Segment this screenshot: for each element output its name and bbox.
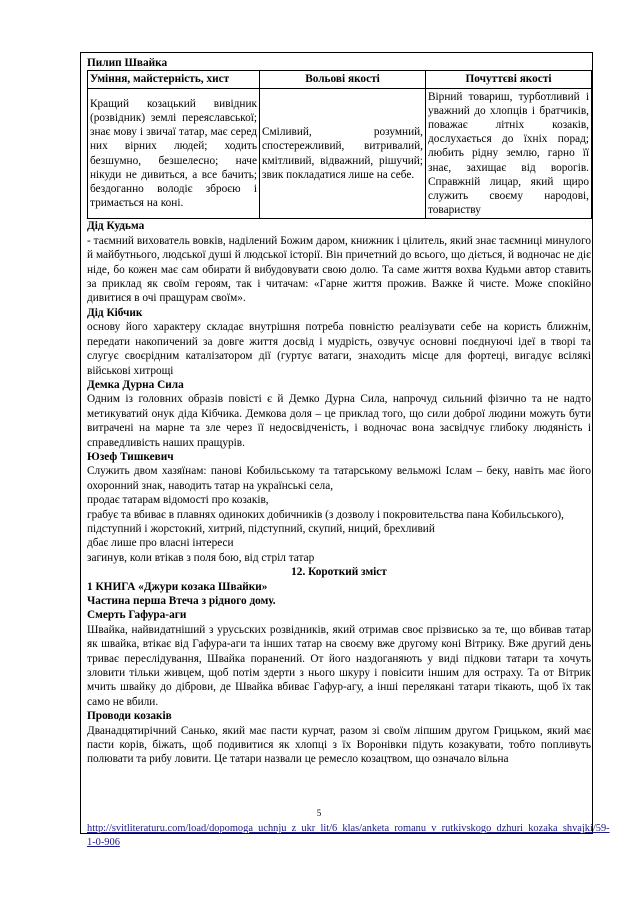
paragraph: Дванадцятирічний Санько, який має пасти курчат, разом зі своїм ліпшим другом Грицьком, який має пасти корів, біжать, щоб подивитися як хлопці з їх Воронівки підуть козакувати, тобто попливуть полювати та рибу ловити. Це татари назвали це ремесло козацтвом, що означало вільна — [87, 724, 591, 766]
paragraph: грабує та вбиває в плавнях одиноких добичників (з дозволу і покровительства пана Кобильського), — [87, 508, 564, 521]
page-content — [87, 56, 591, 767]
page-number: 5 — [316, 808, 322, 818]
cell-feelings: Вірний товариш, турботливий і уважний до хлопців і братчиків, поважає літніх козаків, дослухається до їхніх порад; любить рідну землю, гарно її знає, захищає від ворогів. Справжній лицар, який щиро служить своєму народові, товариству — [426, 88, 592, 219]
paragraph: підступний і жорстокий, хитрий, підступний, скупий, ниций, брехливий — [87, 522, 435, 535]
paragraph: Служить двом хазяїнам: панові Кобильському та татарському вельможі Іслам – беку, навіть має його охоронний знак, наводить татар на українські села, — [87, 465, 591, 492]
section-title: 12. Короткий зміст — [291, 566, 387, 579]
section-heading: Юзеф Тишкевич — [87, 450, 174, 463]
paragraph: продає татарам відомості про козаків, — [87, 494, 269, 507]
qualities-table — [87, 70, 592, 219]
paragraph: основу його характеру складає внутрішня потреба повністю реалізувати себе на користь ближнім, передати накопичений за довге життя досвід і мудрість, озвучує основні поєднуючі ідеї в творі та слугує своєрідним каталізатором дії (гуртує ватаги, знаходить місце для фортеці, вигадує всілякі військові хитрощі — [87, 321, 591, 377]
paragraph: дбає лише про власні інтереси — [87, 537, 234, 550]
paragraph: - таємний вихователь вовків, наділений Божим даром, книжник і цілитель, який знає таємниці минулого й майбутнього, людської душі й людської історії. Він причетний до всього, що діється, й водночас не діє ніде, бо кожен має сам обирати й вибудовувати свою долю. Та саме життя вохва Кудьми автор ставить за приклад як своїм героям, так і читачам: «Гарне життя прожив. Важке й чисте. Може спокійно дивитися в очі пращурам своїм». — [87, 234, 591, 305]
source-link[interactable]: http://svitliteraturu.com/load/dopomoga_uchnju_z_ukr_lit/6_klas/anketa_romanu_v_rutkivskogo_dzhuri_kozaka_shvajki/59-1-0-906 — [87, 823, 610, 848]
section-heading: Частина перша Втеча з рідного дому. — [87, 595, 276, 607]
section-heading: Дід Кібчик — [87, 306, 143, 319]
cell-will: Сміливий, розумний, спостережливий, витривалий, кмітливий, відважний, рішучий; звик покладатися лише на себе. — [260, 88, 426, 219]
header-skills: Уміння, майстерність, хист — [88, 71, 260, 88]
section-heading: 1 КНИГА «Джури козака Швайки» — [87, 580, 268, 593]
section-heading: Смерть Гафура-аги — [87, 609, 187, 622]
header-feelings: Почуттєві якості — [426, 71, 592, 88]
header-will: Вольові якості — [260, 71, 426, 88]
section-heading: Дід Кудьма — [87, 220, 145, 233]
section-heading: Демка Дурна Сила — [87, 378, 184, 391]
section-heading: Проводи козаків — [87, 710, 172, 723]
character-name: Пилип Швайка — [87, 57, 168, 69]
cell-skills: Кращий козацький вивідник (розвідник) землі переяславської; знає мову і звичаї татар, має серед них вірних людей; ходить безшумно, безшелесно; наче нікуди не дивиться, а все бачить; бездоганно володіє зброєю і тримається на коні. — [88, 88, 260, 219]
text-body — [87, 219, 591, 766]
paragraph: Швайка, найвидатніший з урусьских розвідників, який отримав своє прізвисько за те, що вбивав татар як швайка, втікає від Гафура-аги та інших татар на своєму вже другому коні Вітрику. Вже другий день триває переслідування, Швайка поранений. От його наздоганяють у виді підкови татари та хочуть зловити тільки живцем, щоб потім здерти з нього шкуру і повісити іншим для остраху. Та от Вітрик мчить швайку до діброви, де Швайка вбиває Гафур-агу, а інші перелякані татари тікають, щоб їх так само не вбили. — [87, 623, 591, 708]
paragraph: загинув, коли втікав з поля бою, від стріл татар — [87, 551, 315, 564]
paragraph: Одним із головних образів повісті є й Демко Дурна Сила, напрочуд сильний фізично та не надто метикуватий онук діда Кібчика. Демкова доля – це приклад того, що сили доброї людини можуть бути витрачені на марне та зле через її недосвідченість, і водночас вона засвідчує глибоку людяність і справедливість наших пращурів. — [87, 393, 591, 449]
table-header-row — [88, 71, 592, 88]
table-row — [88, 88, 592, 219]
